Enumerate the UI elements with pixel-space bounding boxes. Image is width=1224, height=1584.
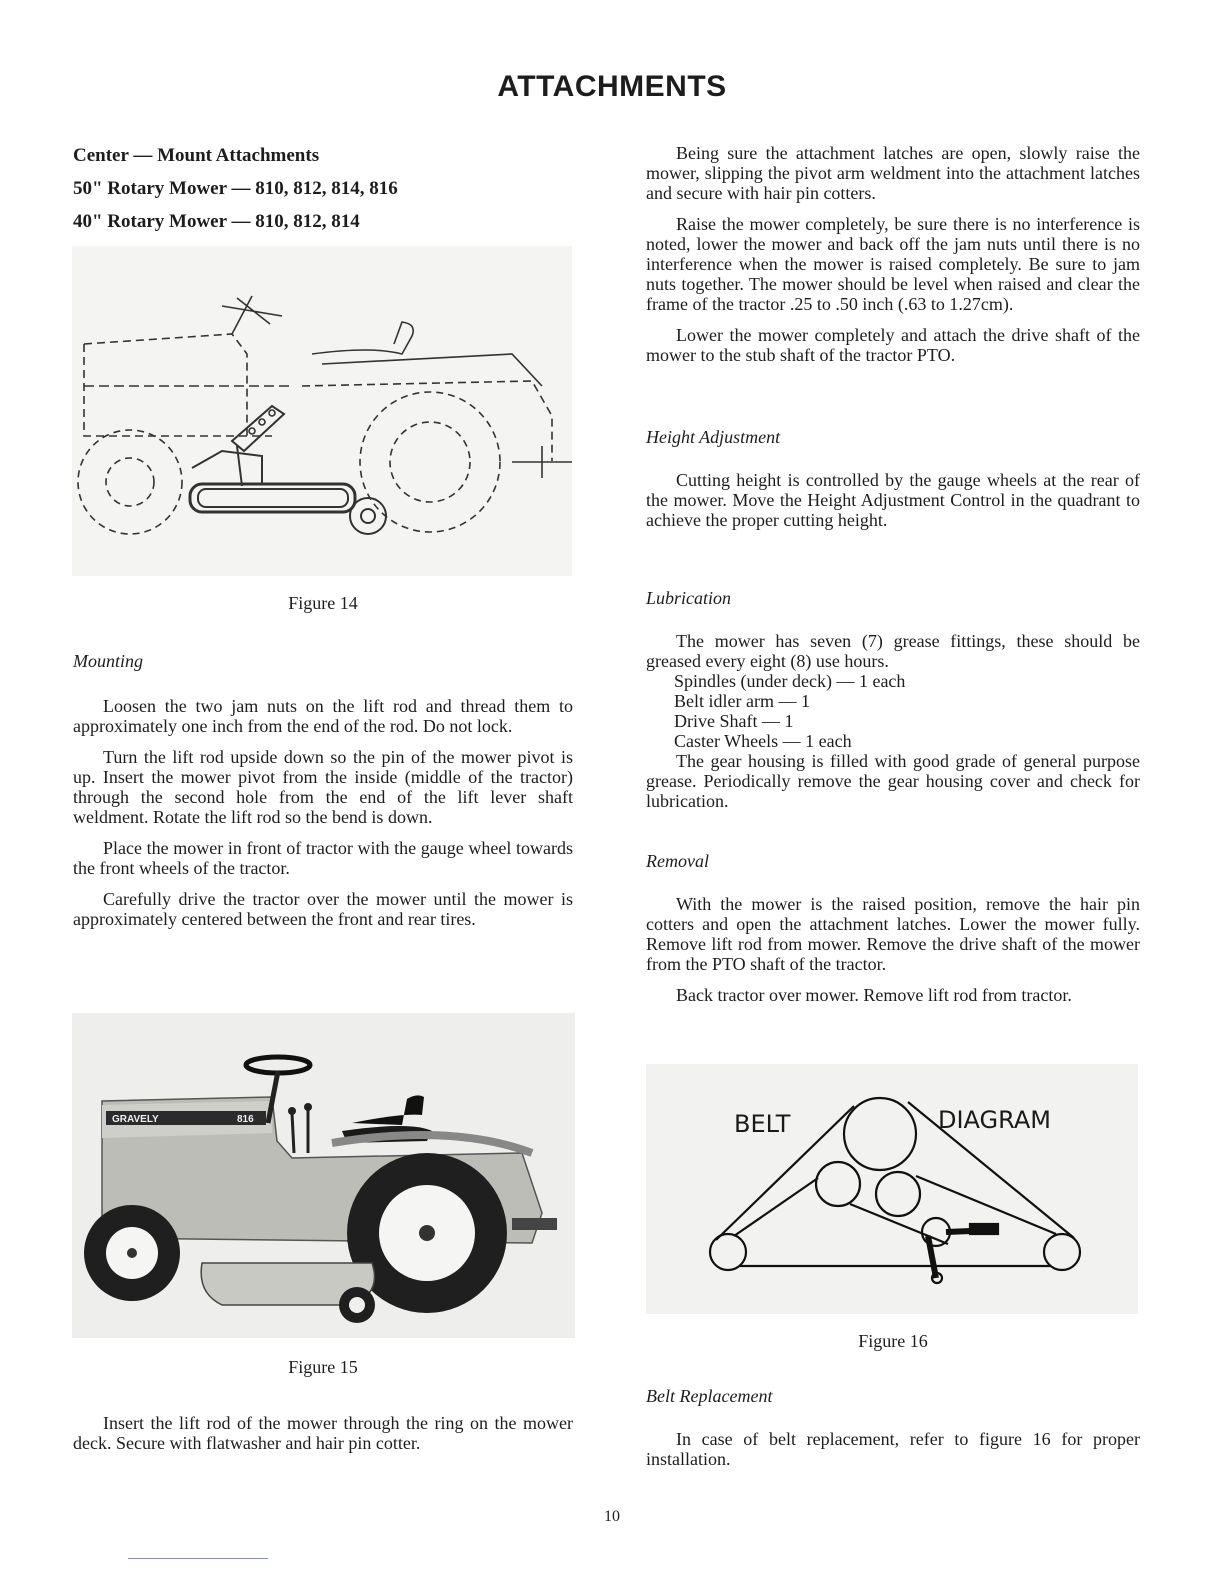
lube-item: Drive Shaft — 1 xyxy=(674,711,794,731)
heading-40-mower: 40" Rotary Mower — 810, 812, 814 xyxy=(73,211,360,232)
figure-15-caption-wrap xyxy=(73,1357,573,1377)
removal-section xyxy=(646,851,1140,1005)
mounting-paragraph-5: Insert the lift rod of the mower through the ring on the mower deck. Secure with flatwasher and hair pin cotter. xyxy=(73,1413,573,1453)
attach-paragraph-2: Raise the mower completely, be sure there is no interference is noted, lower the mower and back off the jam nuts until there is no interference when the mower is raised completely. Be sure to jam nuts together. The mower should be level when raised and clear the frame of the tractor .25 to .50 inch (.63 to 1.27cm). xyxy=(646,214,1140,314)
mounting-section xyxy=(73,651,573,929)
figure-14-drawing xyxy=(72,246,572,576)
belt-replacement-title: Belt Replacement xyxy=(646,1386,773,1406)
lube-item: Caster Wheels — 1 each xyxy=(674,731,852,751)
gravely-tractor-photo xyxy=(72,1013,575,1338)
mounting-continued xyxy=(73,1413,573,1453)
lubrication-paragraph-2: The gear housing is filled with good grade of general purpose grease. Periodically remove the gear housing cover and check for lubrication. xyxy=(646,751,1140,811)
figure-14-caption: Figure 14 xyxy=(288,593,358,613)
figure-15-photo xyxy=(72,1013,575,1338)
figure-16-caption: Figure 16 xyxy=(858,1331,928,1351)
removal-paragraph-1: With the mower is the raised position, remove the hair pin cotters and open the attachment latches. Lower the mower fully. Remove lift rod from mower. Remove the drive shaft of the mower from the PTO shaft of the tractor. xyxy=(646,894,1140,974)
heading-50-mower: 50" Rotary Mower — 810, 812, 814, 816 xyxy=(73,178,398,199)
mounting-paragraph-2: Turn the lift rod upside down so the pin of the mower pivot is up. Insert the mower pivot from the inside (middle of the tractor) through the second hole from the end of the lift lever shaft weldment. Rotate the lift rod so the bend is down. xyxy=(73,747,573,827)
attachment-headings xyxy=(73,146,573,232)
right-column-intro xyxy=(646,143,1140,365)
mounting-title: Mounting xyxy=(73,651,143,671)
tractor-line-drawing xyxy=(72,246,572,576)
figure-15-caption: Figure 15 xyxy=(288,1357,358,1377)
lubrication-title: Lubrication xyxy=(646,588,732,608)
figure-14-caption-wrap xyxy=(73,593,573,613)
diagram-label: DIAGRAM xyxy=(938,1106,1051,1134)
attach-paragraph-1: Being sure the attachment latches are open, slowly raise the mower, slipping the pivot arm weldment into the attachment latches and secure with hair pin cotters. xyxy=(646,143,1140,203)
height-adjustment-section xyxy=(646,427,1140,530)
height-adjustment-title: Height Adjustment xyxy=(646,427,781,447)
removal-title: Removal xyxy=(646,851,709,871)
mounting-paragraph-4: Carefully drive the tractor over the mower until the mower is approximately centered between the front and rear tires. xyxy=(73,889,573,929)
removal-paragraph-2: Back tractor over mower. Remove lift rod from tractor. xyxy=(676,985,1072,1005)
height-adjustment-paragraph: Cutting height is controlled by the gauge wheels at the rear of the mower. Move the Height Adjustment Control in the quadrant to achieve the proper cutting height. xyxy=(646,470,1140,530)
attach-paragraph-3: Lower the mower completely and attach the drive shaft of the mower to the stub shaft of the tractor PTO. xyxy=(646,325,1140,365)
figure-15-model-label: 816 xyxy=(237,1114,254,1125)
lubrication-section xyxy=(646,588,1140,811)
figure-16-belt-diagram xyxy=(646,1064,1138,1314)
belt-label: BELT xyxy=(734,1110,791,1138)
figure-15-brand-label: GRAVELY xyxy=(112,1114,159,1125)
belt-diagram-drawing xyxy=(646,1064,1138,1314)
lube-item: Belt idler arm — 1 xyxy=(674,691,810,711)
page-number: 10 xyxy=(604,1508,620,1525)
mounting-paragraph-1: Loosen the two jam nuts on the lift rod and thread them to approximately one inch from the end of the rod. Do not lock. xyxy=(73,696,573,736)
bottom-rule xyxy=(128,1558,268,1559)
heading-center-mount: Center — Mount Attachments xyxy=(73,145,320,166)
lube-item: Spindles (under deck) — 1 each xyxy=(674,671,906,691)
belt-replacement-section xyxy=(646,1386,1140,1469)
mounting-paragraph-3: Place the mower in front of tractor with the gauge wheel towards the front wheels of the tractor. xyxy=(73,838,573,878)
page-title: ATTACHMENTS xyxy=(497,70,727,103)
figure-16-caption-wrap xyxy=(646,1331,1140,1351)
lubrication-paragraph-1: The mower has seven (7) grease fittings, these should be greased every eight (8) use hours. xyxy=(646,631,1140,671)
belt-replacement-paragraph: In case of belt replacement, refer to figure 16 for proper installation. xyxy=(646,1429,1140,1469)
